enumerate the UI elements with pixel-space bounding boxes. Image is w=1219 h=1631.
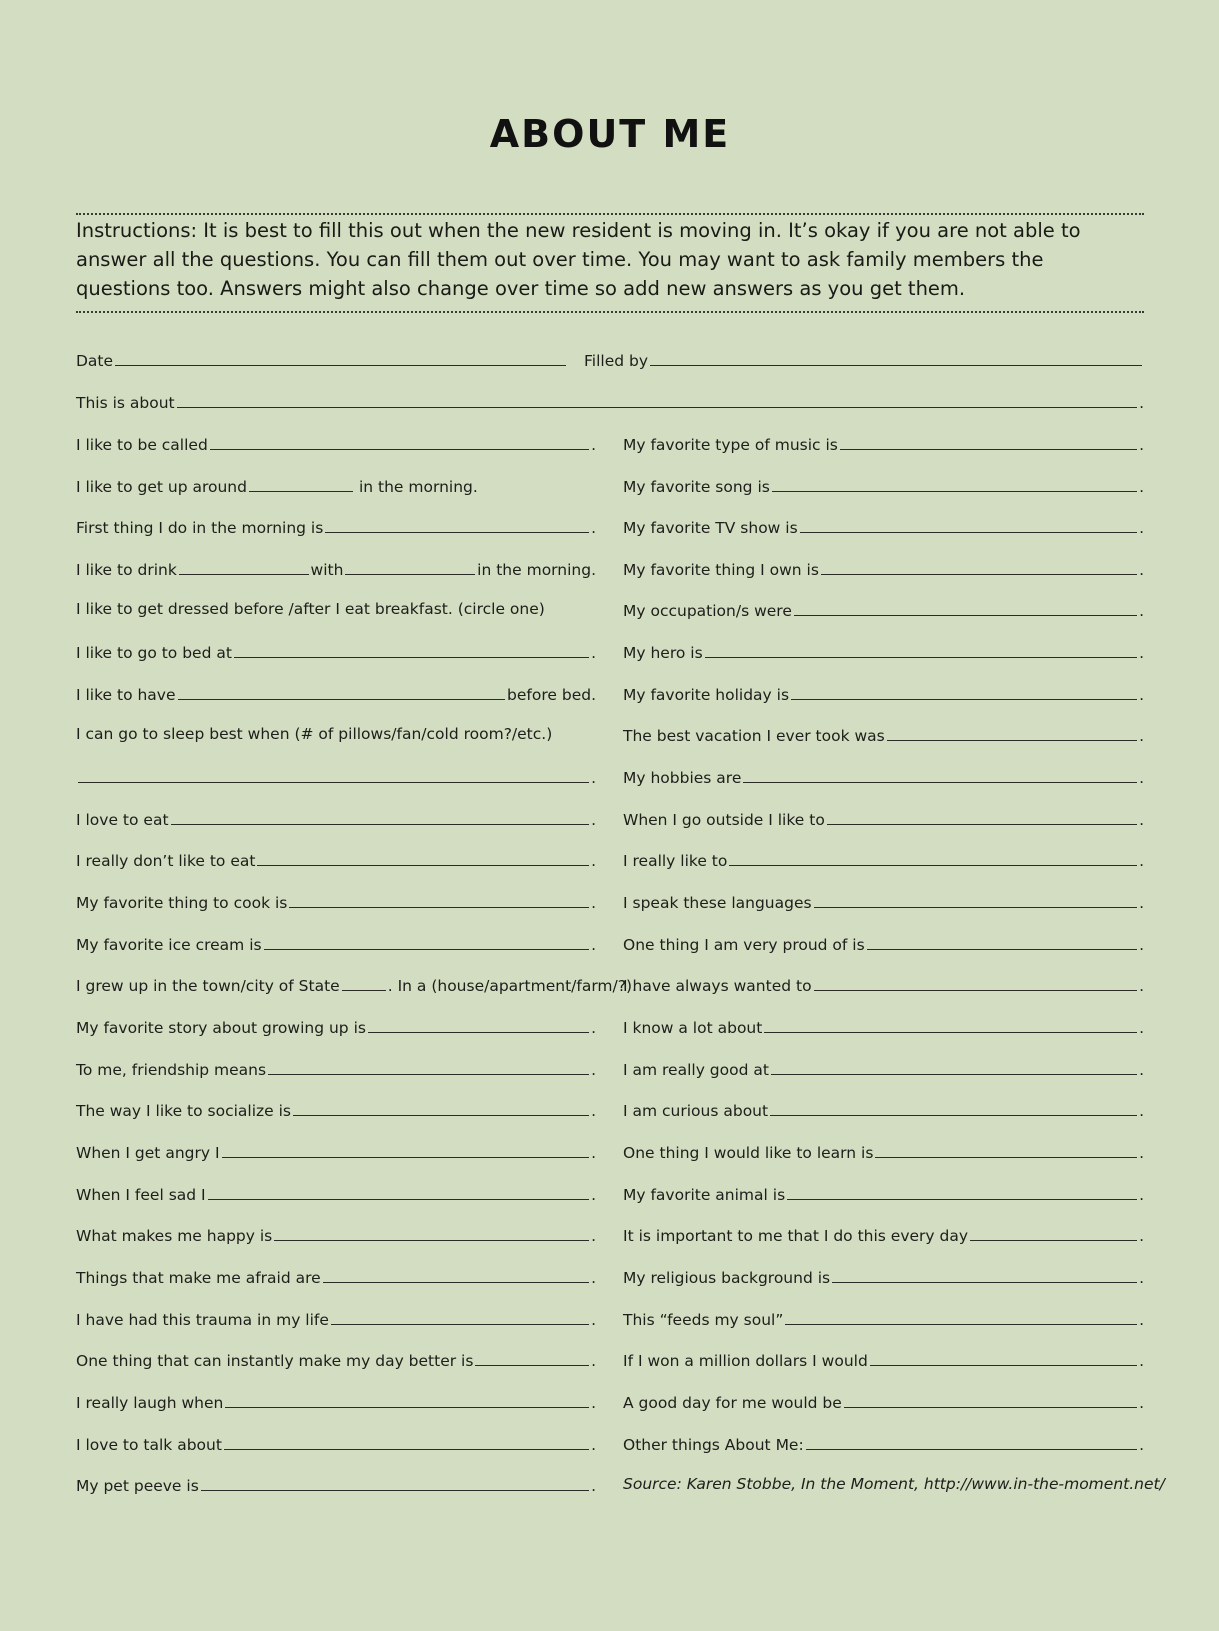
field-label: My favorite animal is xyxy=(623,1186,786,1204)
period: . xyxy=(1139,769,1144,787)
answer-blank[interactable] xyxy=(743,767,1137,783)
period: . xyxy=(591,936,596,954)
field-label: My favorite story about growing up is xyxy=(76,1019,366,1037)
field-label: I love to talk about xyxy=(76,1436,222,1454)
field-good-at xyxy=(623,1059,1144,1081)
dotted-divider-bottom xyxy=(76,311,1144,313)
field-label: It is important to me that I do this every day xyxy=(623,1227,969,1245)
filled-by-field xyxy=(584,350,1144,372)
field-religious xyxy=(623,1267,1144,1289)
answer-blank[interactable] xyxy=(729,850,1137,866)
field-label: I like to have xyxy=(76,686,176,704)
answer-blank[interactable] xyxy=(827,809,1137,825)
period: . xyxy=(1139,1019,1144,1037)
field-label: My religious background is xyxy=(623,1269,831,1287)
filled-by-label: Filled by xyxy=(584,352,649,370)
field-other xyxy=(623,1434,1144,1456)
field-label: My favorite holiday is xyxy=(623,686,790,704)
answer-blank[interactable] xyxy=(264,934,589,950)
period: . xyxy=(1139,394,1144,412)
filled-by-blank[interactable] xyxy=(650,350,1142,366)
field-label: I really like to xyxy=(623,852,728,870)
field-label: I have had this trauma in my life xyxy=(76,1311,329,1329)
period: . xyxy=(1139,1186,1144,1204)
period: . xyxy=(591,1061,596,1079)
answer-blank[interactable] xyxy=(323,1267,589,1283)
answer-blank[interactable] xyxy=(475,1350,589,1366)
field-label: I have always wanted to xyxy=(623,977,812,995)
field-label: When I feel sad I xyxy=(76,1186,206,1204)
period: . xyxy=(1139,436,1144,454)
field-label: A good day for me would be xyxy=(623,1394,842,1412)
answer-blank[interactable] xyxy=(875,1142,1137,1158)
field-important xyxy=(623,1225,1144,1247)
period: . xyxy=(591,1352,596,1370)
field-dressed xyxy=(76,600,596,622)
period: . xyxy=(591,1436,596,1454)
period: . xyxy=(1139,977,1144,995)
answer-blank[interactable] xyxy=(791,684,1137,700)
field-label-suffix: . In a (house/apartment/farm/?). xyxy=(387,977,637,995)
field-label-mid: with xyxy=(310,561,344,579)
period: . xyxy=(591,1227,596,1245)
period: . xyxy=(591,1186,596,1204)
field-afraid xyxy=(76,1267,596,1289)
answer-blank[interactable] xyxy=(787,1184,1137,1200)
instructions-text: Instructions: It is best to fill this out when the new resident is moving in. It’s okay if you are not able to answer all the questions. You can fill them out over time. You may want to ask family members the questions too. Answers might also change over time so add new answers as you get them. xyxy=(76,219,1081,300)
field-song xyxy=(623,476,1144,498)
answer-blank[interactable] xyxy=(814,975,1138,991)
field-trauma xyxy=(76,1309,596,1331)
source-citation xyxy=(623,1475,1165,1497)
field-love-eat xyxy=(76,809,596,831)
answer-blank[interactable] xyxy=(208,1184,589,1200)
field-label: The best vacation I ever took was xyxy=(623,727,885,745)
field-label: One thing I would like to learn is xyxy=(623,1144,874,1162)
period: . xyxy=(591,811,596,829)
period: . xyxy=(591,436,596,454)
answer-blank[interactable] xyxy=(268,1059,589,1075)
field-label: My favorite thing to cook is xyxy=(76,894,288,912)
field-tv-show xyxy=(623,517,1144,539)
field-angry xyxy=(76,1142,596,1164)
answer-blank[interactable] xyxy=(800,517,1137,533)
answer-blank[interactable] xyxy=(772,476,1137,492)
field-label: This “feeds my soul” xyxy=(623,1311,784,1329)
period: . xyxy=(591,1144,596,1162)
field-proud xyxy=(623,934,1144,956)
field-label: My hobbies are xyxy=(623,769,742,787)
period: . xyxy=(1139,686,1144,704)
field-label: If I won a million dollars I would xyxy=(623,1352,868,1370)
period: . xyxy=(591,769,596,787)
date-label: Date xyxy=(76,352,114,370)
field-curious xyxy=(623,1100,1144,1122)
field-animal xyxy=(623,1184,1144,1206)
field-label: I like to go to bed at xyxy=(76,644,232,662)
field-label: I speak these languages xyxy=(623,894,812,912)
period: . xyxy=(1139,478,1144,496)
field-first-thing xyxy=(76,517,596,539)
field-label-suffix: in the morning. xyxy=(477,561,596,579)
answer-blank[interactable] xyxy=(257,850,589,866)
dotted-divider-top xyxy=(76,213,1144,215)
answer-blank[interactable] xyxy=(225,1392,589,1408)
period: . xyxy=(1139,1061,1144,1079)
field-label: My favorite TV show is xyxy=(623,519,798,537)
answer-blank[interactable] xyxy=(887,725,1137,741)
field-get-up xyxy=(76,476,596,498)
period: . xyxy=(1139,811,1144,829)
field-label: Other things About Me: xyxy=(623,1436,804,1454)
answer-blank[interactable] xyxy=(785,1309,1137,1325)
answer-blank[interactable] xyxy=(342,975,386,991)
field-called xyxy=(76,434,596,456)
field-feeds-soul xyxy=(623,1309,1144,1331)
field-label: I like to get up around xyxy=(76,478,247,496)
period: . xyxy=(1139,519,1144,537)
field-label: My hero is xyxy=(623,644,703,662)
answer-blank[interactable] xyxy=(345,559,475,575)
field-label: My favorite ice cream is xyxy=(76,936,262,954)
field-hero xyxy=(623,642,1144,664)
answer-blank[interactable] xyxy=(325,517,589,533)
field-label: I love to eat xyxy=(76,811,169,829)
period: . xyxy=(591,644,596,662)
field-label: I like to drink xyxy=(76,561,177,579)
field-label: My favorite thing I own is xyxy=(623,561,819,579)
field-million xyxy=(623,1350,1144,1372)
answer-blank[interactable] xyxy=(764,1017,1137,1033)
period: . xyxy=(1139,561,1144,579)
answer-blank[interactable] xyxy=(814,892,1137,908)
answer-blank[interactable] xyxy=(222,1142,590,1158)
period: . xyxy=(591,1394,596,1412)
field-label: My favorite type of music is xyxy=(623,436,838,454)
answer-blank[interactable] xyxy=(705,642,1137,658)
field-holiday xyxy=(623,684,1144,706)
field-bed-at xyxy=(76,642,596,664)
field-label: First thing I do in the morning is xyxy=(76,519,324,537)
field-languages xyxy=(623,892,1144,914)
field-pet-peeve xyxy=(76,1475,596,1497)
period: . xyxy=(1139,1102,1144,1120)
field-sad xyxy=(76,1184,596,1206)
answer-blank[interactable] xyxy=(331,1309,589,1325)
field-grew-up xyxy=(76,975,637,997)
period: . xyxy=(1139,1269,1144,1287)
answer-blank[interactable] xyxy=(78,767,589,783)
field-sleep-best xyxy=(76,725,596,747)
period: . xyxy=(591,1311,596,1329)
answer-blank[interactable] xyxy=(179,559,309,575)
field-occupation xyxy=(623,600,1144,622)
field-hobbies xyxy=(623,767,1144,789)
field-friendship xyxy=(76,1059,596,1081)
period: . xyxy=(1139,936,1144,954)
answer-blank[interactable] xyxy=(970,1225,1137,1241)
field-label: I am really good at xyxy=(623,1061,769,1079)
date-blank[interactable] xyxy=(115,350,566,366)
field-good-day xyxy=(623,1392,1144,1414)
field-happy xyxy=(76,1225,596,1247)
field-label: I know a lot about xyxy=(623,1019,763,1037)
answer-blank[interactable] xyxy=(274,1225,589,1241)
this-is-about-field xyxy=(76,392,1144,414)
field-label: My favorite song is xyxy=(623,478,770,496)
period: . xyxy=(591,852,596,870)
period: . xyxy=(1139,1352,1144,1370)
field-label: To me, friendship means xyxy=(76,1061,267,1079)
answer-blank[interactable] xyxy=(840,434,1137,450)
answer-blank[interactable] xyxy=(770,1100,1137,1116)
field-always-wanted xyxy=(623,975,1144,997)
field-label: I can go to sleep best when (# of pillows/fan/cold room?/etc.) xyxy=(76,725,553,743)
answer-blank[interactable] xyxy=(289,892,589,908)
answer-blank[interactable] xyxy=(249,476,353,492)
field-label: When I go outside I like to xyxy=(623,811,825,829)
answer-blank[interactable] xyxy=(870,1350,1137,1366)
field-sleep-best-line xyxy=(76,767,596,789)
field-label: My occupation/s were xyxy=(623,602,792,620)
field-label: I like to get dressed before /after I eat breakfast. (circle one) xyxy=(76,600,545,618)
field-label: I like to be called xyxy=(76,436,208,454)
answer-blank[interactable] xyxy=(234,642,589,658)
field-dont-eat xyxy=(76,850,596,872)
answer-blank[interactable] xyxy=(368,1017,589,1033)
field-story xyxy=(76,1017,596,1039)
page-title: ABOUT ME xyxy=(489,112,731,156)
field-learn xyxy=(623,1142,1144,1164)
field-label: When I get angry I xyxy=(76,1144,220,1162)
field-outside xyxy=(623,809,1144,831)
field-label: One thing that can instantly make my day better is xyxy=(76,1352,474,1370)
field-thing-own xyxy=(623,559,1144,581)
answer-blank[interactable] xyxy=(794,600,1137,616)
period: . xyxy=(591,1477,596,1495)
field-have xyxy=(76,684,596,706)
answer-blank[interactable] xyxy=(867,934,1137,950)
field-label: I am curious about xyxy=(623,1102,769,1120)
field-music xyxy=(623,434,1144,456)
period: . xyxy=(1139,894,1144,912)
field-socialize xyxy=(76,1100,596,1122)
field-day-better xyxy=(76,1350,596,1372)
field-label-suffix: before bed. xyxy=(507,686,596,704)
period: . xyxy=(1139,1311,1144,1329)
field-label: Things that make me afraid are xyxy=(76,1269,321,1287)
field-label: The way I like to socialize is xyxy=(76,1102,291,1120)
source-text: Source: Karen Stobbe, In the Moment, http://www.in-the-moment.net/ xyxy=(623,1475,1165,1493)
period: . xyxy=(1139,1394,1144,1412)
field-ice-cream xyxy=(76,934,596,956)
period: . xyxy=(591,1269,596,1287)
answer-blank[interactable] xyxy=(844,1392,1137,1408)
field-label: One thing I am very proud of is xyxy=(623,936,865,954)
field-label-suffix: in the morning. xyxy=(358,478,478,496)
field-label: What makes me happy is xyxy=(76,1227,273,1245)
this-is-about-label: This is about xyxy=(76,394,175,412)
period: . xyxy=(591,519,596,537)
this-is-about-blank[interactable] xyxy=(177,392,1137,408)
field-label: I really don’t like to eat xyxy=(76,852,256,870)
field-cook xyxy=(76,892,596,914)
field-know-lot xyxy=(623,1017,1144,1039)
field-label: I grew up in the town/city of State xyxy=(76,977,340,995)
answer-blank[interactable] xyxy=(201,1475,589,1491)
answer-blank[interactable] xyxy=(821,559,1137,575)
answer-blank[interactable] xyxy=(171,809,590,825)
field-label: I really laugh when xyxy=(76,1394,224,1412)
answer-blank[interactable] xyxy=(178,684,506,700)
period: . xyxy=(1139,727,1144,745)
answer-blank[interactable] xyxy=(832,1267,1137,1283)
period: . xyxy=(1139,1436,1144,1454)
answer-blank[interactable] xyxy=(771,1059,1137,1075)
answer-blank[interactable] xyxy=(210,434,589,450)
answer-blank[interactable] xyxy=(293,1100,589,1116)
field-vacation xyxy=(623,725,1144,747)
period: . xyxy=(1139,602,1144,620)
period: . xyxy=(591,894,596,912)
field-label: My pet peeve is xyxy=(76,1477,199,1495)
field-laugh xyxy=(76,1392,596,1414)
period: . xyxy=(1139,1227,1144,1245)
field-drink xyxy=(76,559,596,581)
date-field xyxy=(76,350,568,372)
period: . xyxy=(1139,852,1144,870)
field-talk-about xyxy=(76,1434,596,1456)
period: . xyxy=(1139,644,1144,662)
period: . xyxy=(1139,1144,1144,1162)
answer-blank[interactable] xyxy=(806,1434,1137,1450)
field-really-like xyxy=(623,850,1144,872)
answer-blank[interactable] xyxy=(224,1434,589,1450)
period: . xyxy=(591,1102,596,1120)
period: . xyxy=(591,1019,596,1037)
